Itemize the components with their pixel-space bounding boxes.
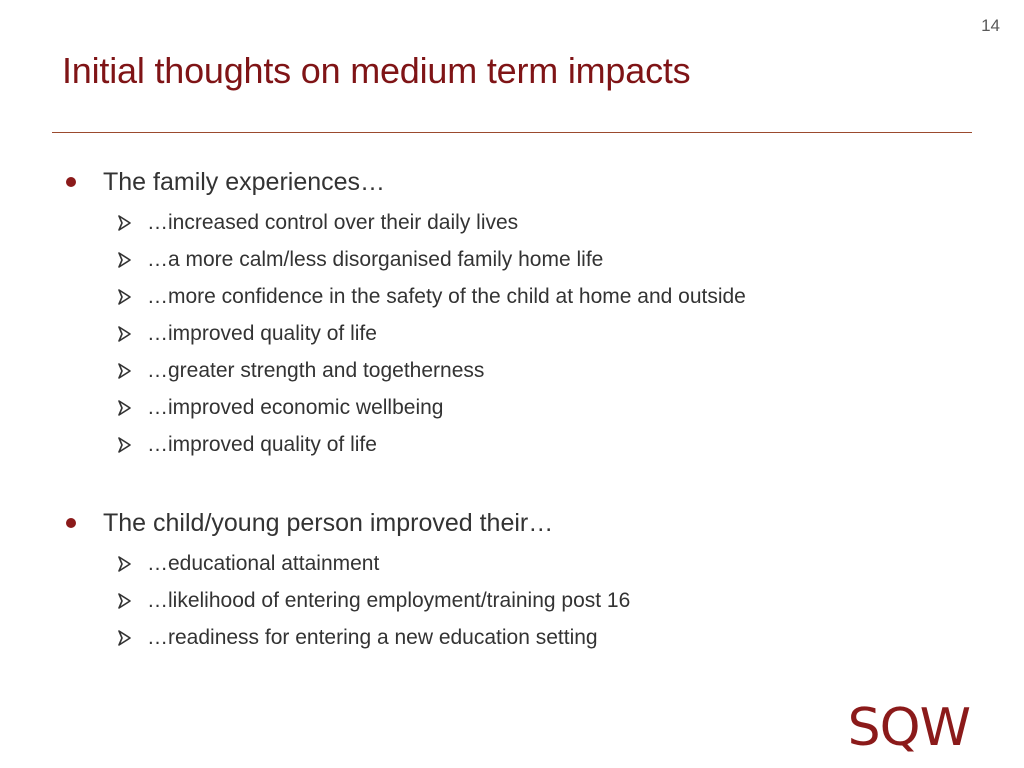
arrowhead-bullet-icon	[114, 398, 134, 418]
sub-bullet-text: …a more calm/less disorganised family home life	[147, 247, 604, 271]
arrowhead-bullet-icon	[114, 250, 134, 270]
sub-bullet-text: …readiness for entering a new education setting	[147, 625, 598, 649]
bullet-level1	[0, 501, 1024, 545]
arrowhead-bullet-icon	[114, 324, 134, 344]
sub-bullet	[0, 241, 1024, 278]
sub-bullet	[0, 278, 1024, 315]
arrowhead-bullet-icon	[114, 554, 134, 574]
arrowhead-bullet-icon	[114, 213, 134, 233]
sub-bullet	[0, 582, 1024, 619]
page-number: 14	[981, 16, 1000, 35]
sub-bullet	[0, 315, 1024, 352]
sub-bullet	[0, 352, 1024, 389]
round-bullet-icon	[66, 177, 76, 187]
section-family	[0, 160, 1024, 463]
sqw-logo: SQW	[847, 698, 970, 758]
sub-bullet-text: …increased control over their daily lives	[147, 210, 519, 234]
sub-bullet-text: …improved economic wellbeing	[147, 395, 444, 419]
sub-bullet-list	[0, 545, 1024, 656]
sub-bullet-text: …greater strength and togetherness	[147, 358, 485, 382]
sub-bullet-list	[0, 204, 1024, 463]
arrowhead-bullet-icon	[114, 628, 134, 648]
sub-bullet	[0, 426, 1024, 463]
arrowhead-bullet-icon	[114, 435, 134, 455]
sub-bullet-text: …likelihood of entering employment/training post 16	[147, 588, 631, 612]
bullet-heading: The family experiences…	[103, 167, 386, 196]
sub-bullet-text: …more confidence in the safety of the child at home and outside	[147, 284, 746, 308]
sub-bullet	[0, 545, 1024, 582]
arrowhead-bullet-icon	[114, 591, 134, 611]
arrowhead-bullet-icon	[114, 287, 134, 307]
sub-bullet	[0, 389, 1024, 426]
section-child	[0, 501, 1024, 656]
round-bullet-icon	[66, 518, 76, 528]
sub-bullet-text: …improved quality of life	[147, 432, 377, 456]
sub-bullet	[0, 619, 1024, 656]
sub-bullet-text: …improved quality of life	[147, 321, 377, 345]
bullet-level1	[0, 160, 1024, 204]
arrowhead-bullet-icon	[114, 361, 134, 381]
slide-title: Initial thoughts on medium term impacts	[62, 50, 691, 91]
sub-bullet	[0, 204, 1024, 241]
title-divider	[52, 132, 972, 133]
sub-bullet-text: …educational attainment	[147, 551, 380, 575]
bullet-content	[0, 160, 1024, 656]
bullet-heading: The child/young person improved their…	[103, 508, 554, 537]
